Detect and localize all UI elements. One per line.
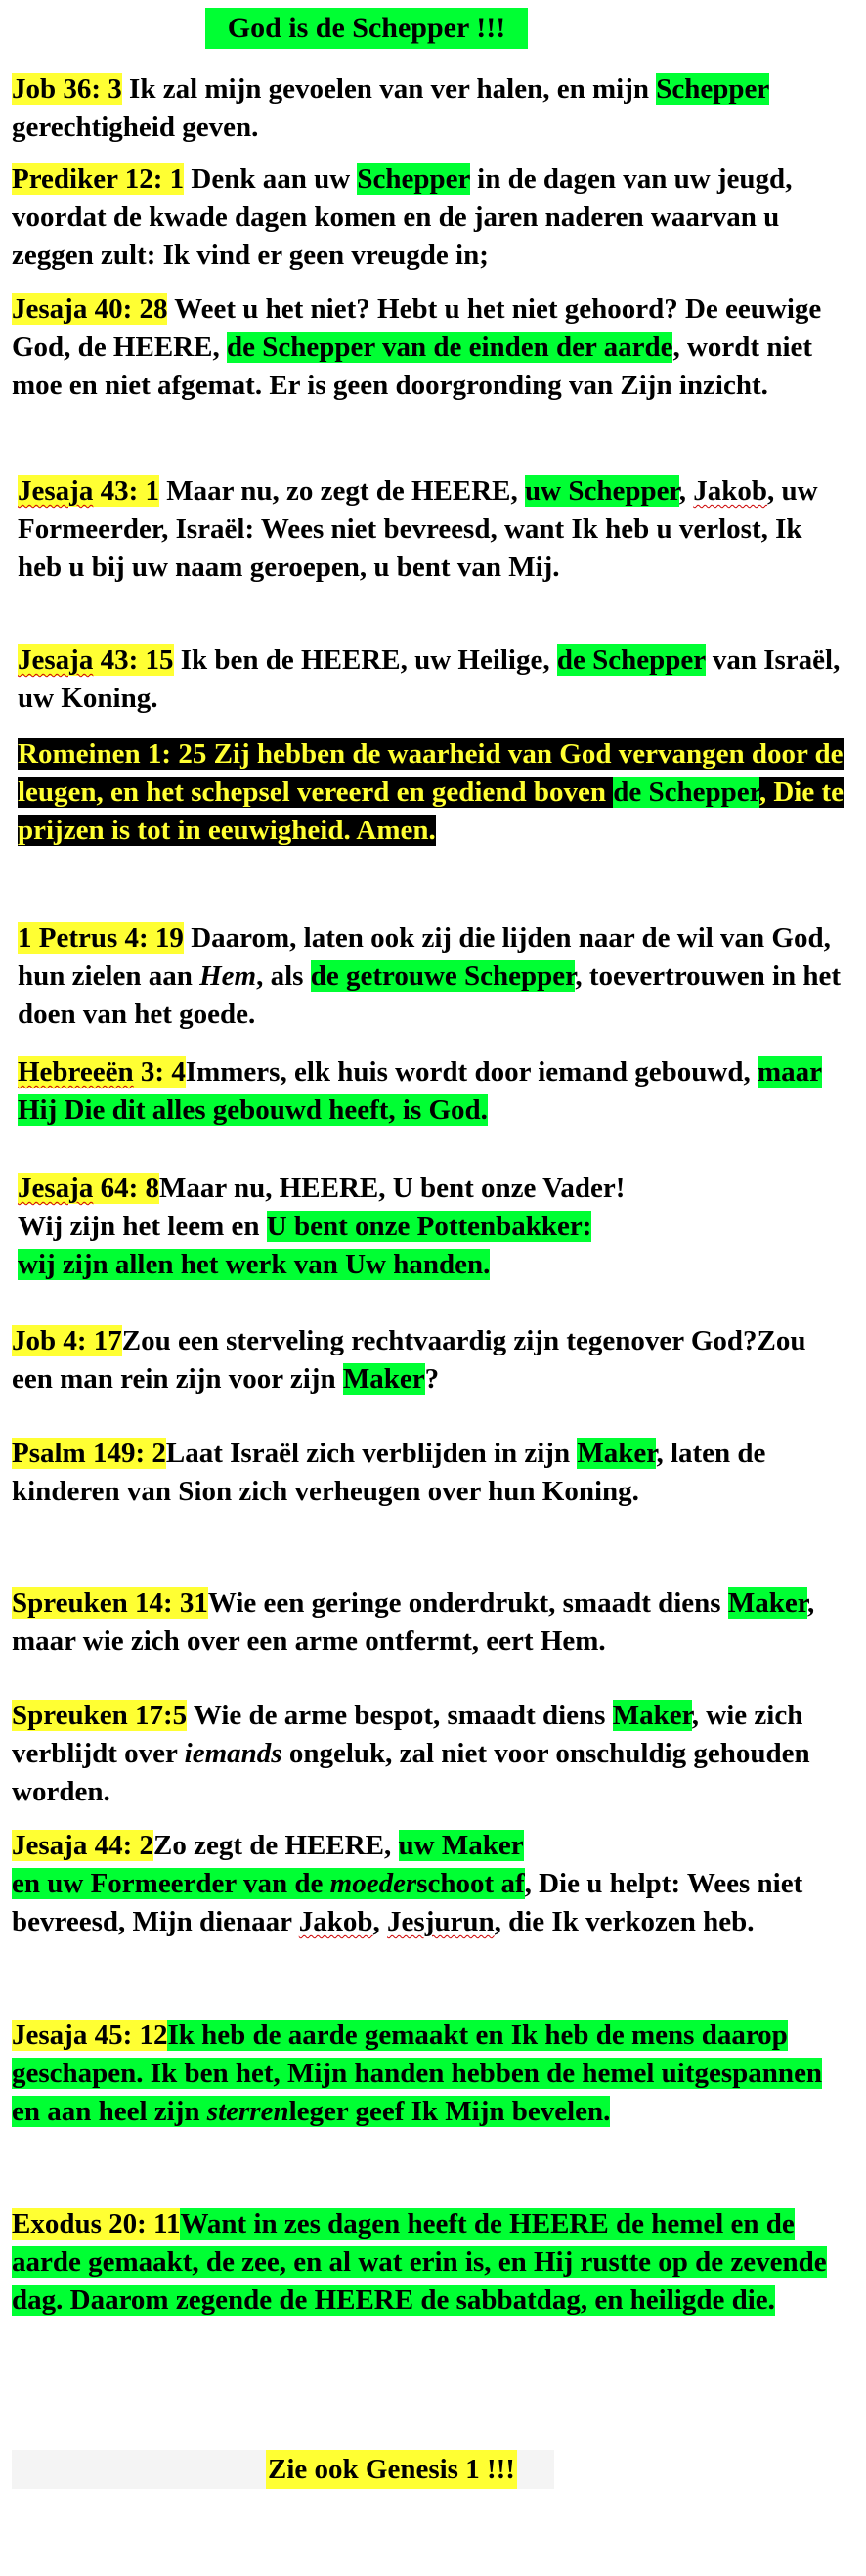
- italic-highlighted-word: sterren: [206, 2096, 289, 2127]
- verse-reference: [18, 644, 174, 676]
- spellcheck-word: Jakob: [693, 475, 767, 507]
- verse-text: in de dagen van uw jeugd, voordat de kwade dagen komen en de jaren naderen waarvan u zeggen zult: Ik vind er geen vreugde in;: [12, 163, 793, 271]
- highlighted-phrase: U bent onze Pottenbakker:: [266, 1211, 592, 1242]
- highlighted-phrase: en uw Formeerder van de: [12, 1868, 330, 1899]
- spellcheck-word: Hebreeën: [18, 1056, 134, 1088]
- italic-word: iemands: [184, 1738, 282, 1769]
- verse-jesaja-40-28: [12, 290, 852, 405]
- verse-text: ?: [424, 1363, 440, 1395]
- verse-jesaja-45-12: [12, 2017, 852, 2131]
- verse-text: Wij zijn het leem en: [18, 1211, 267, 1242]
- verse-text: Wie een geringe onderdrukt, smaadt diens: [207, 1587, 728, 1619]
- spellcheck-word: Jesjurun: [387, 1906, 495, 1937]
- spellcheck-word: Jesaja: [18, 1173, 94, 1204]
- highlighted-phrase: uw Schepper: [525, 475, 679, 507]
- verse-reference-number: 3: 4: [133, 1056, 186, 1088]
- italic-word: Hem: [199, 960, 257, 992]
- verse-jesaja-64-8: [18, 1170, 852, 1284]
- verse-prediker-12-1: [12, 160, 852, 275]
- highlighted-phrase: wij zijn allen het werk van Uw handen.: [18, 1249, 491, 1280]
- verse-text: , laten de kinderen van Sion zich verheugen over hun Koning.: [12, 1438, 766, 1507]
- verse-reference: Psalm 149: 2: [12, 1438, 166, 1469]
- verse-jesaja-43-15: [18, 642, 852, 718]
- verse-exodus-20-11: [12, 2205, 852, 2320]
- highlighted-phrase: de getrouwe Schepper: [310, 960, 576, 992]
- highlighted-word: Schepper: [357, 163, 470, 195]
- verse-reference: Prediker 12: 1: [12, 163, 185, 195]
- highlighted-phrase: schoot af: [416, 1868, 525, 1899]
- highlighted-phrase: uw Maker: [398, 1830, 524, 1861]
- verse-text: , toevertrouwen in het doen van het goede.: [18, 960, 842, 1030]
- verse-text: Zo zegt de HEERE,: [152, 1830, 399, 1861]
- verse-jesaja-44-2: [12, 1827, 852, 1941]
- verse-text: , als: [256, 960, 311, 992]
- highlighted-phrase: Want in zes dagen heeft de HEERE de hemel en de aarde gemaakt, de zee, en al wat erin is, en Hij rustte op de zevende dag. Daarom zegende de HEERE de sabbatdag, en heiligde die.: [12, 2208, 827, 2316]
- highlighted-word: Maker: [342, 1363, 425, 1395]
- verse-reference: [18, 1173, 159, 1204]
- verse-text: Maar nu, HEERE, U bent onze Vader!: [159, 1173, 626, 1204]
- highlighted-phrase: de Schepper van de einden der aarde: [226, 332, 673, 363]
- verse-text: Laat Israël zich verblijden in zijn: [165, 1438, 578, 1469]
- verse-1-petrus-4-19: [18, 919, 852, 1034]
- verse-reference: 1 Petrus 4: 19: [18, 922, 184, 954]
- verse-job-36-3: [12, 70, 852, 147]
- verse-reference-number: 43: 15: [93, 644, 174, 676]
- verse-text: , wie zich verblijdt over: [12, 1700, 803, 1769]
- highlighted-phrase: maar Hij Die dit alles gebouwd heeft, is God.: [18, 1056, 823, 1126]
- verse-reference: Romeinen 1: 25: [18, 738, 207, 770]
- verse-reference: Exodus 20: 11: [12, 2208, 181, 2240]
- page-title: God is de Schepper !!!: [205, 8, 528, 49]
- verse-text: Ik zal mijn gevoelen van ver halen, en mijn: [121, 73, 657, 105]
- highlighted-phrase: de Schepper: [613, 777, 759, 808]
- verse-text: , maar wie zich over een arme ontfermt, eert Hem.: [12, 1587, 815, 1657]
- verse-text: Weet u het niet? Hebt u het niet gehoord? De eeuwige God, de HEERE,: [12, 293, 822, 363]
- highlighted-phrase: leger geef Ik Mijn bevelen.: [288, 2096, 611, 2127]
- verse-text: Zou een sterveling rechtvaardig zijn tegenover God?Zou een man rein zijn voor zijn: [12, 1325, 806, 1395]
- spellcheck-word: Jakob: [298, 1906, 373, 1937]
- verse-text: ongeluk, zal niet voor onschuldig gehouden worden.: [12, 1738, 810, 1807]
- verse-reference-number: 64: 8: [93, 1173, 159, 1204]
- verse-spreuken-17-5: [12, 1697, 852, 1811]
- verse-text: ,: [372, 1906, 388, 1937]
- highlighted-phrase: Ik heb de aarde gemaakt en Ik heb de mens daarop geschapen. Ik ben het, Mijn handen hebben de hemel uitgespannen en aan heel zijn: [12, 2020, 823, 2127]
- verse-text: Ik ben de HEERE, uw Heilige,: [173, 644, 557, 676]
- spellcheck-word: Jesaja: [18, 644, 94, 676]
- verse-psalm-149-2: [12, 1435, 852, 1511]
- verse-reference-number: 43: 1: [93, 475, 159, 507]
- verse-text: , Die u helpt: Wees niet bevreesd, Mijn dienaar: [12, 1868, 803, 1937]
- verse-text: gerechtigheid geven.: [12, 111, 259, 143]
- verse-text: , uw Formeerder, Israël: Wees niet bevreesd, want Ik heb u verlost, Ik heb u bij uw naam geroepen, u bent van Mij.: [18, 475, 818, 583]
- highlighted-phrase: de Schepper: [556, 644, 706, 676]
- verse-text: ,: [678, 475, 694, 507]
- verse-reference: Jesaja 44: 2: [12, 1830, 153, 1861]
- verse-spreuken-14-31: [12, 1584, 852, 1661]
- verse-reference: Spreuken 14: 31: [12, 1587, 208, 1619]
- verse-text: Daarom, laten ook zij die lijden naar de wil van God, hun zielen aan: [18, 922, 831, 992]
- spellcheck-word: Jesaja: [18, 475, 94, 507]
- verse-jesaja-43-1: [18, 472, 852, 587]
- verse-text: Zij hebben de waarheid van God vervangen door de leugen, en het schepsel vereerd en gediend boven: [18, 738, 844, 808]
- verse-text: , die Ik verkozen heb.: [494, 1906, 755, 1937]
- verse-romeinen-1-25: [18, 735, 852, 850]
- verse-hebreeen-3-4: [18, 1053, 852, 1130]
- verse-reference: Job 36: 3: [12, 73, 122, 105]
- verse-reference: Job 4: 17: [12, 1325, 122, 1356]
- verse-text: van Israël, uw Koning.: [18, 644, 841, 714]
- verse-text: , Die te prijzen is tot in eeuwigheid. Amen.: [18, 777, 844, 846]
- highlighted-word: Maker: [612, 1700, 692, 1731]
- verse-job-4-17: [12, 1322, 852, 1399]
- highlighted-word: Maker: [577, 1438, 657, 1469]
- verse-reference: [18, 475, 159, 507]
- highlighted-word: Maker: [727, 1587, 807, 1619]
- verse-reference: Jesaja 45: 12: [12, 2020, 168, 2051]
- footer-note: Zie ook Genesis 1 !!!: [266, 2450, 517, 2489]
- verse-reference: [18, 1056, 186, 1088]
- verse-text: Wie de arme bespot, smaadt diens: [187, 1700, 613, 1731]
- verse-reference: Spreuken 17:5: [12, 1700, 188, 1731]
- verse-text: Maar nu, zo zegt de HEERE,: [159, 475, 526, 507]
- verse-reference: Jesaja 40: 28: [12, 293, 168, 325]
- verse-text: , wordt niet moe en niet afgemat. Er is geen doorgronding van Zijn inzicht.: [12, 332, 813, 401]
- verse-text: Immers, elk huis wordt door iemand gebouwd,: [185, 1056, 758, 1088]
- verse-text: Denk aan uw: [184, 163, 358, 195]
- italic-highlighted-word: moeder: [329, 1868, 417, 1899]
- highlighted-word: Schepper: [656, 73, 769, 105]
